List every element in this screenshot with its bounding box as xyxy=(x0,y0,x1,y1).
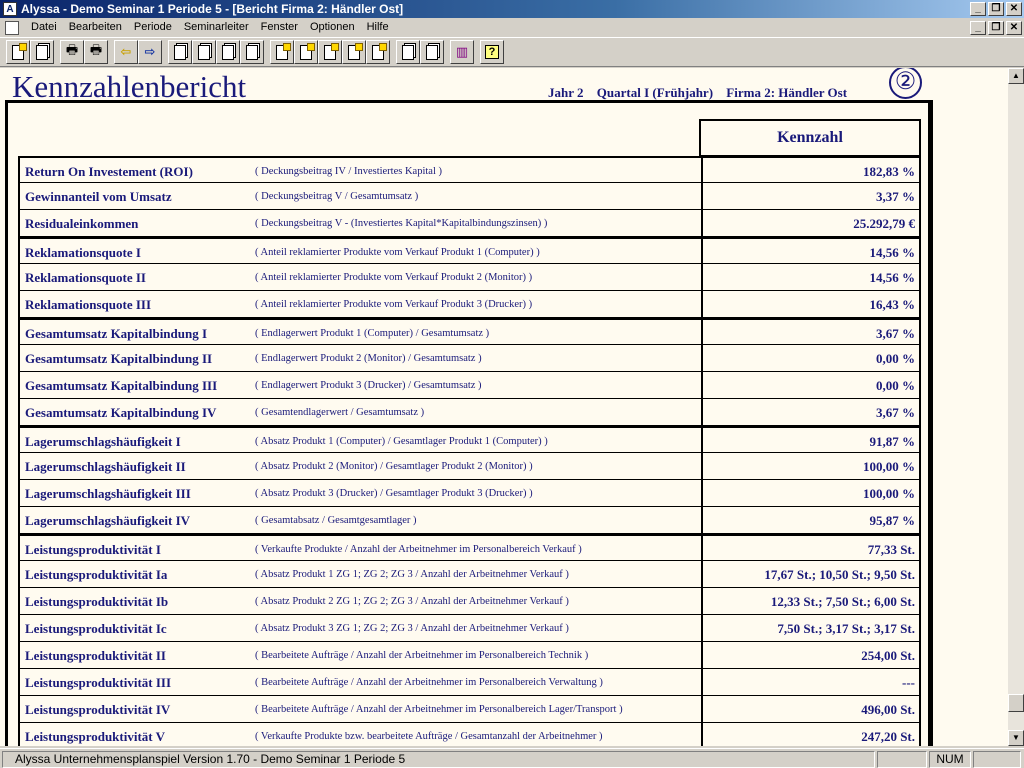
table-row xyxy=(20,210,919,237)
open-document-icon[interactable] xyxy=(30,40,54,64)
menu-seminarleiter[interactable]: Seminarleiter xyxy=(183,21,249,33)
scroll-down-icon[interactable]: ▼ xyxy=(1008,730,1024,746)
kpi-value: 12,33 St.; 7,50 St.; 6,00 St. xyxy=(701,588,921,615)
kpi-formula: ( Deckungsbeitrag IV / Investiertes Kapital ) xyxy=(255,166,442,177)
kpi-formula: ( Verkaufte Produkte / Anzahl der Arbeitnehmer im Personalbereich Verkauf ) xyxy=(255,544,582,555)
kpi-formula: ( Deckungsbeitrag V / Gesamtumsatz ) xyxy=(255,191,419,202)
report-quarter: Quartal I (Frühjahr) xyxy=(596,85,714,100)
report-title: Kennzahlenbericht xyxy=(12,69,247,104)
print-icon[interactable]: 🖶 xyxy=(60,40,84,64)
kpi-formula: ( Anteil reklamierter Produkte vom Verkauf Produkt 2 (Monitor) ) xyxy=(255,272,533,283)
chart-icon[interactable]: ▥ xyxy=(450,40,474,64)
kpi-value: 77,33 St. xyxy=(701,536,921,563)
app-icon[interactable]: A xyxy=(3,2,17,16)
child-close-button[interactable]: ✕ xyxy=(1006,21,1022,35)
status-cell-empty-2 xyxy=(973,751,1021,768)
window-title: Alyssa - Demo Seminar 1 Periode 5 - [Bericht Firma 2: Händler Ost] xyxy=(21,2,404,16)
kpi-formula: ( Bearbeitete Aufträge / Anzahl der Arbeitnehmer im Personalbereich Verwaltung ) xyxy=(255,677,603,688)
kpi-name: Reklamationsquote I xyxy=(25,245,141,260)
scroll-up-icon[interactable]: ▲ xyxy=(1008,68,1024,84)
table-row xyxy=(20,291,919,318)
menu-bar xyxy=(0,18,1024,37)
kpi-formula: ( Gesamtendlagerwert / Gesamtumsatz ) xyxy=(255,407,425,418)
kpi-value: 100,00 % xyxy=(701,453,921,480)
kpi-formula: ( Absatz Produkt 3 (Drucker) / Gesamtlager Produkt 3 (Drucker) ) xyxy=(255,488,533,499)
kpi-name: Gewinnanteil vom Umsatz xyxy=(25,189,172,204)
scrollbar-thumb[interactable] xyxy=(1008,694,1024,712)
kpi-name: Residualeinkommen xyxy=(25,216,139,231)
table-row xyxy=(20,453,919,480)
report-company: Firma 2: Händler Ost xyxy=(726,85,848,100)
kpi-value: 254,00 St. xyxy=(701,642,921,669)
report-2-icon[interactable] xyxy=(192,40,216,64)
minimize-button[interactable]: _ xyxy=(970,2,986,16)
kpi-value: 7,50 St.; 3,17 St.; 3,17 St. xyxy=(701,615,921,642)
table-row xyxy=(20,723,919,746)
kpi-formula: ( Absatz Produkt 1 ZG 1; ZG 2; ZG 3 / Anzahl der Arbeitnehmer Verkauf ) xyxy=(255,569,569,580)
table-row xyxy=(20,534,919,561)
report-view xyxy=(0,68,1008,746)
table-row xyxy=(20,588,919,615)
kpi-name: Leistungsproduktivität Ib xyxy=(25,594,169,609)
edit-2-icon[interactable] xyxy=(294,40,318,64)
kpi-value: 16,43 % xyxy=(701,291,921,318)
kpi-name: Gesamtumsatz Kapitalbindung IV xyxy=(25,405,217,420)
kpi-name: Leistungsproduktivität Ia xyxy=(25,567,168,582)
table-row xyxy=(20,615,919,642)
kpi-value: 3,67 % xyxy=(701,399,921,426)
kpi-value: 95,87 % xyxy=(701,507,921,534)
table-row xyxy=(20,696,919,723)
document-icon[interactable] xyxy=(5,21,19,35)
table-row xyxy=(20,372,919,399)
kpi-value: 14,56 % xyxy=(701,239,921,266)
edit-5-icon[interactable] xyxy=(366,40,390,64)
kpi-formula: ( Endlagerwert Produkt 2 (Monitor) / Gesamtumsatz ) xyxy=(255,353,482,364)
edit-1-icon[interactable] xyxy=(270,40,294,64)
kpi-value: 3,67 % xyxy=(701,320,921,347)
kpi-value: 17,67 St.; 10,50 St.; 9,50 St. xyxy=(701,561,921,588)
kpi-value: 3,37 % xyxy=(701,183,921,210)
kpi-formula: ( Absatz Produkt 1 (Computer) / Gesamtlager Produkt 1 (Computer) ) xyxy=(255,436,548,447)
table-row xyxy=(20,345,919,372)
report-3-icon[interactable] xyxy=(216,40,240,64)
kpi-value: 182,83 % xyxy=(701,158,921,185)
copy-1-icon[interactable] xyxy=(396,40,420,64)
status-text: Alyssa Unternehmensplanspiel Version 1.70 - Demo Seminar 1 Periode 5 xyxy=(2,751,875,768)
kpi-formula: ( Anteil reklamierter Produkte vom Verkauf Produkt 1 (Computer) ) xyxy=(255,247,540,258)
kpi-name: Leistungsproduktivität III xyxy=(25,675,172,690)
menu-bearbeiten[interactable]: Bearbeiten xyxy=(68,21,122,33)
kpi-name: Leistungsproduktivität II xyxy=(25,648,166,663)
table-row xyxy=(20,426,919,453)
help-icon[interactable]: ? xyxy=(480,40,504,64)
status-num: NUM xyxy=(929,751,971,768)
report-1-icon[interactable] xyxy=(168,40,192,64)
kpi-formula: ( Deckungsbeitrag V - (Investiertes Kapital*Kapitalbindungszinsen) ) xyxy=(255,218,548,229)
kpi-formula: ( Bearbeitete Aufträge / Anzahl der Arbeitnehmer im Personalbereich Technik ) xyxy=(255,650,589,661)
kpi-formula: ( Anteil reklamierter Produkte vom Verkauf Produkt 3 (Drucker) ) xyxy=(255,299,533,310)
kpi-name: Lagerumschlagshäufigkeit II xyxy=(25,459,186,474)
kpi-formula: ( Verkaufte Produkte bzw. bearbeitete Aufträge / Gesamtanzahl der Arbeitnehmer ) xyxy=(255,731,603,742)
kpi-name: Gesamtumsatz Kapitalbindung I xyxy=(25,326,208,341)
kpi-value: --- xyxy=(701,669,921,696)
kpi-name: Leistungsproduktivität Ic xyxy=(25,621,167,636)
table-row xyxy=(20,399,919,426)
kpi-value: 0,00 % xyxy=(701,372,921,399)
report-year: Jahr 2 xyxy=(548,85,584,100)
kpi-name: Return On Investement (ROI) xyxy=(25,164,193,179)
kpi-name: Leistungsproduktivität I xyxy=(25,542,161,557)
table-row xyxy=(20,642,919,669)
table-row xyxy=(20,669,919,696)
status-cell-empty-1 xyxy=(877,751,927,768)
kpi-value: 496,00 St. xyxy=(701,696,921,723)
restore-button[interactable]: ❐ xyxy=(988,2,1004,16)
kpi-formula: ( Absatz Produkt 2 (Monitor) / Gesamtlager Produkt 2 (Monitor) ) xyxy=(255,461,533,472)
kpi-formula: ( Bearbeitete Aufträge / Anzahl der Arbeitnehmer im Personalbereich Lager/Transport ) xyxy=(255,704,623,715)
kpi-formula: ( Gesamtabsatz / Gesamtgesamtlager ) xyxy=(255,515,417,526)
kpi-value: 14,56 % xyxy=(701,264,921,291)
kpi-value: 0,00 % xyxy=(701,345,921,372)
table-row xyxy=(20,156,919,183)
child-minimize-button[interactable]: _ xyxy=(970,21,986,35)
kpi-value: 91,87 % xyxy=(701,428,921,455)
menu-hilfe[interactable]: Hilfe xyxy=(366,21,389,33)
menu-fenster[interactable]: Fenster xyxy=(260,21,298,33)
copy-2-icon[interactable] xyxy=(420,40,444,64)
kpi-formula: ( Endlagerwert Produkt 3 (Drucker) / Gesamtumsatz ) xyxy=(255,380,482,391)
report-4-icon[interactable] xyxy=(240,40,264,64)
table-row xyxy=(20,507,919,534)
edit-4-icon[interactable] xyxy=(342,40,366,64)
kpi-formula: ( Absatz Produkt 2 ZG 1; ZG 2; ZG 3 / Anzahl der Arbeitnehmer Verkauf ) xyxy=(255,596,569,607)
menu-periode[interactable]: Periode xyxy=(133,21,172,33)
kpi-name: Leistungsproduktivität V xyxy=(25,729,166,744)
table-row xyxy=(20,561,919,588)
print-preview-icon[interactable]: 🖶 xyxy=(84,40,108,64)
table-row xyxy=(20,480,919,507)
child-restore-button[interactable]: ❐ xyxy=(988,21,1004,35)
kpi-formula: ( Endlagerwert Produkt 1 (Computer) / Gesamtumsatz ) xyxy=(255,328,490,339)
title-bar xyxy=(0,0,1024,18)
kpi-formula: ( Absatz Produkt 3 ZG 1; ZG 2; ZG 3 / Anzahl der Arbeitnehmer Verkauf ) xyxy=(255,623,569,634)
status-bar xyxy=(0,748,1024,768)
kpi-table xyxy=(18,156,921,746)
kpi-name: Gesamtumsatz Kapitalbindung III xyxy=(25,378,218,393)
kpi-value: 100,00 % xyxy=(701,480,921,507)
company-number-badge: ② xyxy=(889,68,922,99)
report-header xyxy=(548,85,857,101)
kpi-name: Gesamtumsatz Kapitalbindung II xyxy=(25,351,213,366)
edit-3-icon[interactable] xyxy=(318,40,342,64)
menu-optionen[interactable]: Optionen xyxy=(309,21,355,33)
kpi-name: Lagerumschlagshäufigkeit IV xyxy=(25,513,191,528)
kpi-name: Reklamationsquote II xyxy=(25,270,146,285)
close-button[interactable]: ✕ xyxy=(1006,2,1022,16)
kpi-name: Lagerumschlagshäufigkeit I xyxy=(25,434,181,449)
kpi-name: Lagerumschlagshäufigkeit III xyxy=(25,486,191,501)
arrow-left-icon[interactable]: ⇦ xyxy=(114,40,138,64)
kpi-value: 247,20 St. xyxy=(701,723,921,746)
toolbar xyxy=(0,37,1024,67)
column-header-kennzahl: Kennzahl xyxy=(699,119,921,156)
kpi-name: Leistungsproduktivität IV xyxy=(25,702,171,717)
table-row xyxy=(20,264,919,291)
arrow-right-icon[interactable]: ⇨ xyxy=(138,40,162,64)
vertical-scrollbar[interactable] xyxy=(1008,68,1024,746)
kpi-value: 25.292,79 € xyxy=(701,210,921,237)
kpi-name: Reklamationsquote III xyxy=(25,297,152,312)
new-document-icon[interactable] xyxy=(6,40,30,64)
table-row xyxy=(20,183,919,210)
table-row xyxy=(20,237,919,264)
table-row xyxy=(20,318,919,345)
menu-datei[interactable]: Datei xyxy=(31,21,57,33)
